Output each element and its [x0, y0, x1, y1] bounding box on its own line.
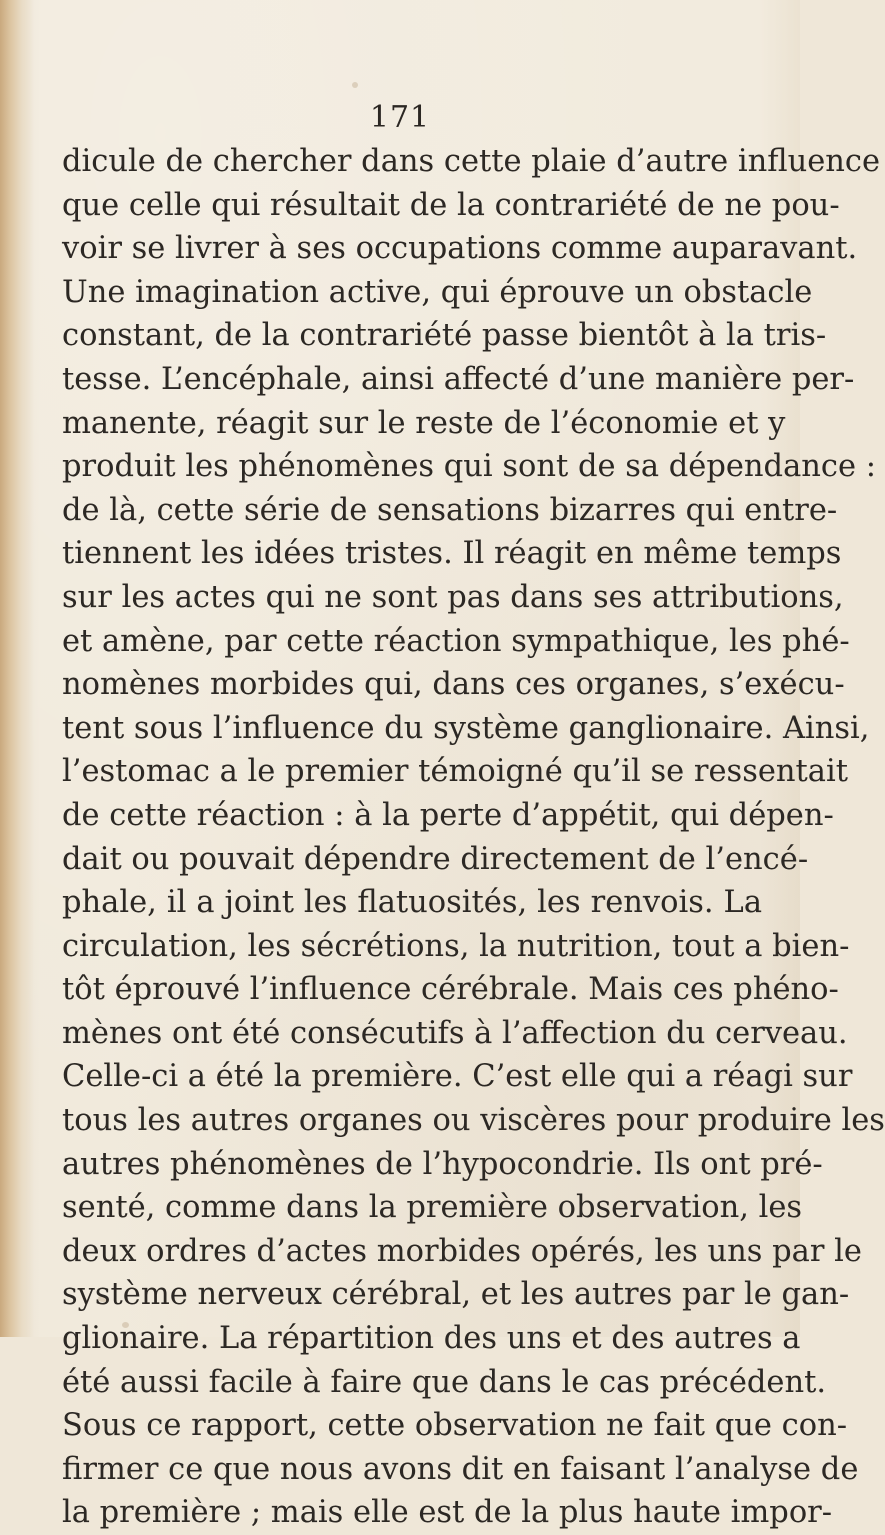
text-line: glionaire. La répartition des uns et des autres a	[62, 1321, 801, 1357]
text-line: Une imagination active, qui éprouve un obstacle	[62, 274, 813, 310]
text-line: deux ordres d’actes morbides opérés, les uns par le	[62, 1233, 862, 1269]
text-line: tent sous l’influence du système ganglionaire. Ainsi,	[62, 710, 870, 746]
text-line: circulation, les sécrétions, la nutrition, tout a bien-	[62, 928, 850, 964]
text-line: produit les phénomènes qui sont de sa dépendance :	[62, 449, 876, 485]
body-text	[62, 140, 885, 1535]
text-line: la première ; mais elle est de la plus haute impor-	[62, 1495, 833, 1531]
text-line: tous les autres organes ou viscères pour produire les	[62, 1103, 885, 1139]
text-line: phale, il a joint les flatuosités, les renvois. La	[62, 885, 762, 921]
text-line: manente, réagit sur le reste de l’économie et y	[62, 405, 786, 441]
text-line: autres phénomènes de l’hypocondrie. Ils ont pré-	[62, 1146, 823, 1182]
text-line: dicule de chercher dans cette plaie d’autre influence	[62, 144, 881, 179]
text-line: tôt éprouvé l’influence cérébrale. Mais ces phéno-	[62, 972, 839, 1008]
paper-speck	[352, 82, 358, 88]
text-line: de là, cette série de sensations bizarres qui entre-	[62, 492, 838, 528]
text-line: nomènes morbides qui, dans ces organes, s’exécu-	[62, 667, 845, 703]
text-line: système nerveux cérébral, et les autres par le gan-	[62, 1277, 850, 1313]
text-line: mènes ont été consécutifs à l’affection du cerveau.	[62, 1015, 848, 1051]
text-line: senté, comme dans la première observation, les	[62, 1190, 803, 1226]
text-line: dait ou pouvait dépendre directement de l’encé-	[62, 841, 809, 877]
text-line: de cette réaction : à la perte d’appétit, qui dépen-	[62, 797, 834, 833]
page-number: 171	[369, 100, 431, 135]
text-line: firmer ce que nous avons dit en faisant l’analyse de	[62, 1451, 859, 1487]
text-line: sur les actes qui ne sont pas dans ses attributions,	[62, 579, 844, 615]
text-line: l’estomac a le premier témoigné qu’il se ressentait	[62, 754, 848, 790]
text-line: Celle-ci a été la première. C’est elle qui a réagi sur	[62, 1059, 853, 1095]
text-line: été aussi facile à faire que dans le cas précédent.	[62, 1364, 827, 1400]
text-line: tiennent les idées tristes. Il réagit en même temps	[62, 536, 842, 572]
text-line: constant, de la contrariété passe bientôt à la tris-	[62, 318, 827, 354]
text-line: et amène, par cette réaction sympathique, les phé-	[62, 623, 850, 659]
text-line: que celle qui résultait de la contrariété de ne pou-	[62, 187, 840, 223]
text-line: voir se livrer à ses occupations comme auparavant.	[62, 231, 858, 267]
page-binding-edge	[0, 0, 34, 1337]
text-line: tesse. L’encéphale, ainsi affecté d’une manière per-	[62, 361, 855, 397]
text-line: Sous ce rapport, cette observation ne fait que con-	[62, 1408, 848, 1444]
